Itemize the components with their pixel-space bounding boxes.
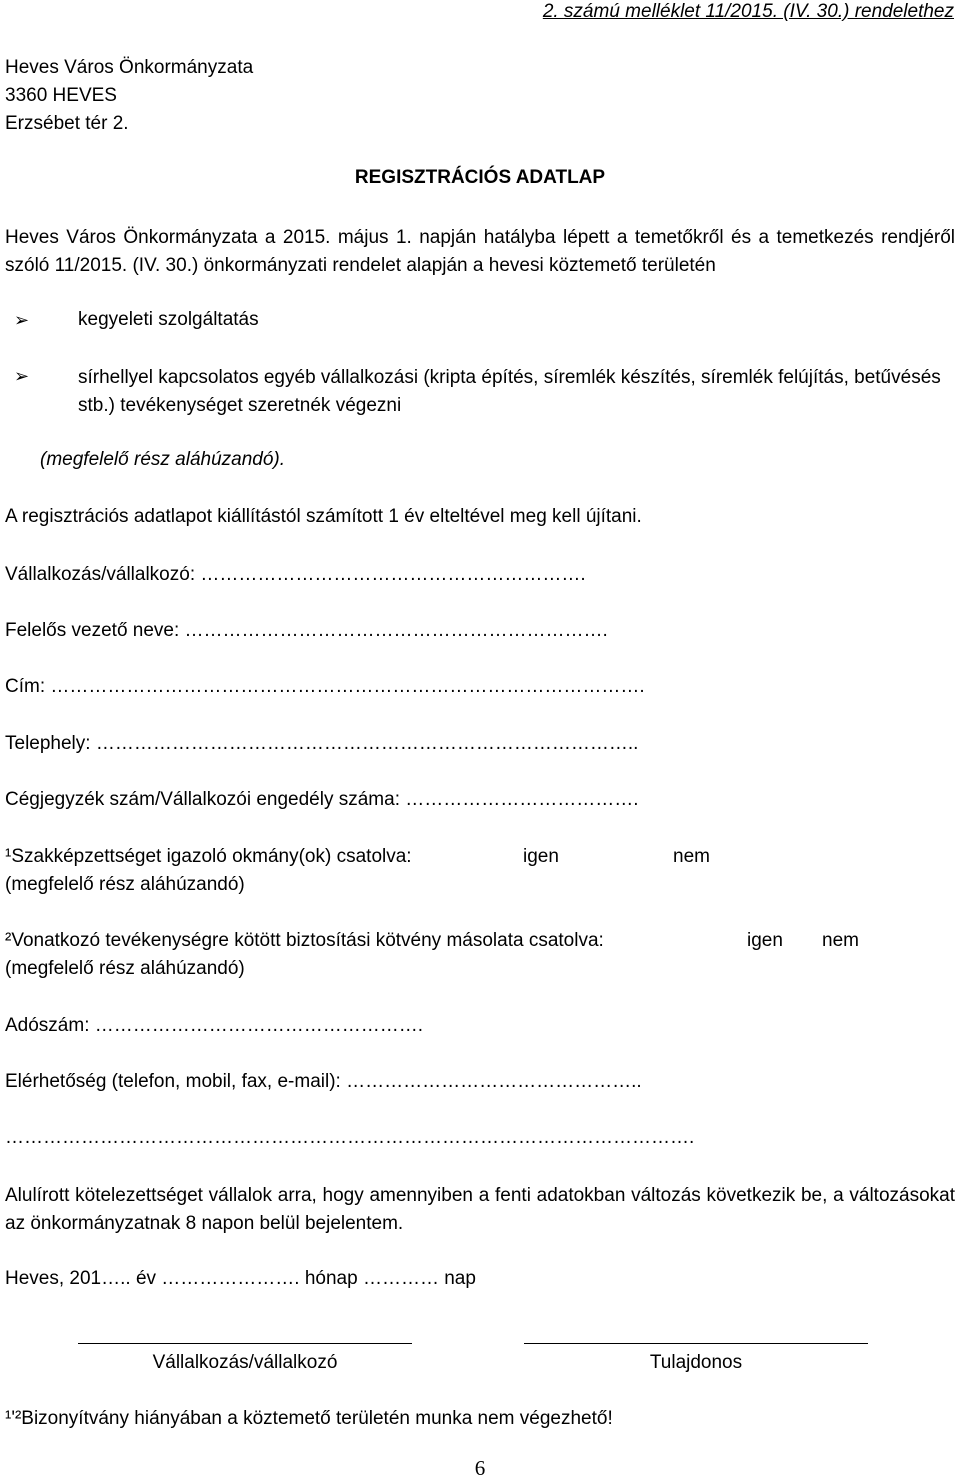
qualification-yes-option[interactable]: igen (523, 846, 559, 867)
tax-number-field[interactable]: Adószám: ……………………………………………. (5, 1015, 424, 1036)
contact-field[interactable]: Elérhetőség (telefon, mobil, fax, e-mail): ……………………………………….. (5, 1071, 642, 1092)
arrow-bullet-icon: ➢ (14, 366, 30, 386)
signature-line-owner[interactable] (524, 1343, 868, 1344)
company-field[interactable]: Vállalkozás/vállalkozó: ……………………………………………………. (5, 564, 586, 585)
underline-instruction: (megfelelő rész aláhúzandó). (40, 449, 286, 470)
qualification-label: ¹Szakképzettséget igazoló okmány(ok) csatolva: (5, 846, 412, 867)
commitment-paragraph: Alulírott kötelezettséget vállalok arra, hogy amennyiben a fenti adatokban változás következik be, a változásokat az önkormányzatnak 8 napon belül bejelentem. (5, 1185, 955, 1234)
signature-label-company: Vállalkozás/vállalkozó (152, 1352, 338, 1373)
contact-field-continuation[interactable]: ………………………………………………………………………………………………. (5, 1127, 695, 1148)
insurance-yes-option[interactable]: igen (747, 930, 783, 951)
renewal-note: A regisztrációs adatlapot kiállítástól számított 1 év elteltével meg kell újítani. (5, 506, 642, 527)
signature-line-company[interactable] (78, 1343, 412, 1344)
bullet-item-grave-works[interactable] (14, 364, 960, 424)
address-field[interactable]: Cím: …………………………………………………………………………………. (5, 676, 645, 697)
issuer-street: Erzsébet tér 2. (5, 113, 129, 134)
bullet-label: sírhellyel kapcsolatos egyéb vállalkozási (kripta építés, síremlék készítés, síremlék felújítás, betűvésés stb.) tevékenységet szeretnék végezni (78, 367, 941, 416)
insurance-no-option[interactable]: nem (822, 930, 859, 951)
issuer-address-block (5, 54, 253, 138)
qualification-no-option[interactable]: nem (673, 846, 710, 867)
site-field[interactable]: Telephely: ………………………………………………………………………….. (5, 733, 639, 754)
insurance-label: ²Vonatkozó tevékenységre kötött biztosítási kötvény másolata csatolva: (5, 930, 604, 951)
form-title: REGISZTRÁCIÓS ADATLAP (354, 167, 606, 188)
registry-number-field[interactable]: Cégjegyzék szám/Vállalkozói engedély száma: ………………………………. (5, 789, 639, 810)
arrow-bullet-icon: ➢ (14, 310, 30, 330)
manager-name-field[interactable]: Felelős vezető neve: …………………………………………………………. (5, 620, 608, 641)
signature-label-owner: Tulajdonos (649, 1352, 743, 1373)
date-line[interactable]: Heves, 201….. év …………………. hónap ………… nap (5, 1268, 476, 1289)
bullet-label: kegyeleti szolgáltatás (78, 309, 259, 330)
issuer-name: Heves Város Önkormányzata (5, 57, 254, 78)
issuer-postal: 3360 HEVES (5, 85, 117, 106)
intro-paragraph: Heves Város Önkormányzata a 2015. május 1. napján hatályba lépett a temetőkről és a temetkezés rendjéről szóló 11/2015. (IV. 30.) önkormányzati rendelet alapján a hevesi köztemető területén (5, 227, 955, 276)
footnote: ¹'²Bizonyítvány hiányában a köztemető területén munka nem végezhető! (5, 1408, 613, 1429)
page-number: 6 (474, 1456, 486, 1480)
annex-reference: 2. számú melléklet 11/2015. (IV. 30.) rendelethez (542, 1, 954, 22)
qualification-underline-note: (megfelelő rész aláhúzandó) (5, 874, 245, 895)
insurance-underline-note: (megfelelő rész aláhúzandó) (5, 958, 245, 979)
